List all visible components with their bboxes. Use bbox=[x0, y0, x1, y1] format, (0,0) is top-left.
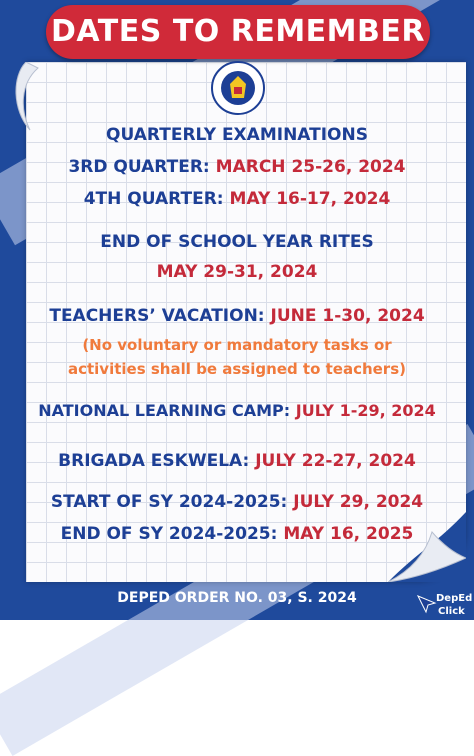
sy-end-label: END OF SY 2024-2025: bbox=[60, 524, 278, 544]
page-fold-icon bbox=[388, 512, 466, 582]
q3-date: MARCH 25-26, 2024 bbox=[215, 157, 406, 177]
paper-curl-icon bbox=[12, 62, 54, 132]
watermark-line1: DepEd bbox=[436, 593, 473, 604]
brigada-label: BRIGADA ESKWELA: bbox=[58, 451, 250, 471]
vacation-line bbox=[0, 306, 474, 326]
camp-date: JULY 1-29, 2024 bbox=[295, 401, 436, 420]
quarterly-exams-heading: QUARTERLY EXAMINATIONS bbox=[106, 125, 368, 145]
vacation-note-line2: activities shall be assigned to teachers) bbox=[67, 360, 406, 378]
deped-click-watermark bbox=[412, 586, 474, 620]
q3-label: 3RD QUARTER: bbox=[68, 157, 210, 177]
sy-start-line bbox=[0, 492, 474, 512]
sy-start-label: START OF SY 2024-2025: bbox=[50, 492, 288, 512]
q3-exam-line bbox=[0, 157, 474, 177]
brigada-date: JULY 22-27, 2024 bbox=[255, 451, 416, 471]
watermark-line2: Click bbox=[438, 606, 465, 617]
vacation-label: TEACHERS’ VACATION: bbox=[49, 306, 265, 326]
vacation-date: JUNE 1-30, 2024 bbox=[270, 306, 425, 326]
vacation-note-line1: (No voluntary or mandatory tasks or bbox=[82, 336, 392, 354]
camp-label: NATIONAL LEARNING CAMP: bbox=[38, 401, 291, 420]
sy-start-date: JULY 29, 2024 bbox=[293, 492, 424, 512]
deped-seal-logo bbox=[210, 60, 266, 116]
rites-date: MAY 29-31, 2024 bbox=[156, 262, 318, 282]
learning-camp-line bbox=[0, 401, 474, 420]
q4-exam-line bbox=[0, 189, 474, 209]
sy-end-line bbox=[0, 524, 474, 544]
q4-label: 4TH QUARTER: bbox=[83, 189, 224, 209]
sy-end-date: MAY 16, 2025 bbox=[283, 524, 414, 544]
brigada-line bbox=[0, 451, 474, 471]
rites-heading: END OF SCHOOL YEAR RITES bbox=[100, 232, 374, 252]
deped-order-footer: DEPED ORDER NO. 03, S. 2024 bbox=[117, 590, 357, 606]
q4-date: MAY 16-17, 2024 bbox=[229, 189, 391, 209]
page-title: DATES TO REMEMBER bbox=[51, 14, 425, 49]
